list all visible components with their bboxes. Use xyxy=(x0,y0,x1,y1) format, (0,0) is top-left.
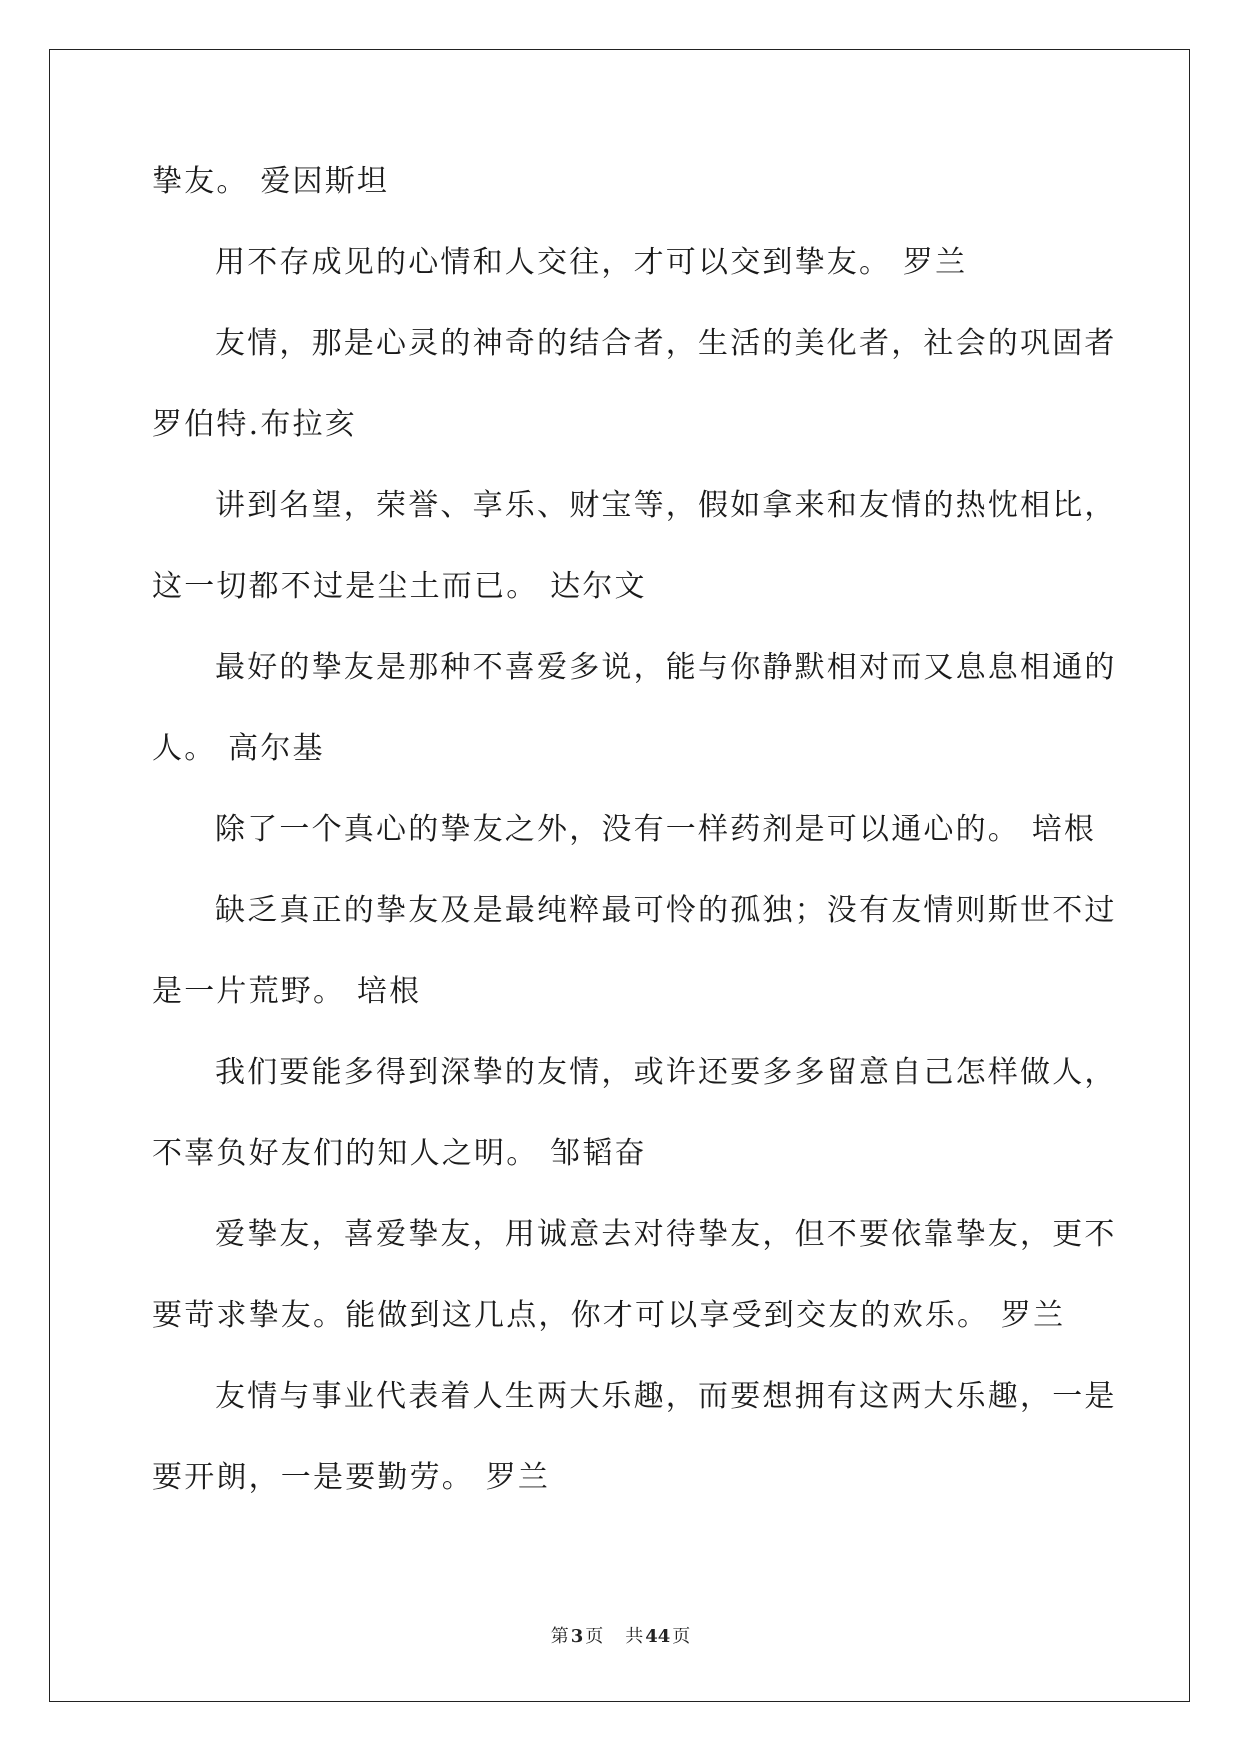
document-body xyxy=(152,162,1117,1539)
total-pages: 44 xyxy=(645,1626,671,1647)
page-number: 3 xyxy=(570,1626,584,1647)
page-footer xyxy=(0,1625,1241,1649)
text-line: 挚友。 爱因斯坦 xyxy=(152,164,390,199)
text-line: 要开朗，一是要勤劳。 罗兰 xyxy=(152,1460,551,1495)
text-line: 爱挚友，喜爱挚友，用诚意去对待挚友，但不要依靠挚友，更不 xyxy=(215,1217,1117,1252)
text-line: 友情，那是心灵的神奇的结合者，生活的美化者，社会的巩固者 xyxy=(215,326,1117,361)
text-line: 我们要能多得到深挚的友情，或许还要多多留意自己怎样做人， xyxy=(215,1055,1117,1090)
text-line: 是一片荒野。 培根 xyxy=(152,974,422,1009)
text-line: 人。 高尔基 xyxy=(152,731,325,766)
total-prefix: 共 xyxy=(625,1626,644,1647)
text-line: 要苛求挚友。能做到这几点，你才可以享受到交友的欢乐。 罗兰 xyxy=(152,1298,1066,1333)
text-line: 用不存成见的心情和人交往，才可以交到挚友。 罗兰 xyxy=(215,245,968,280)
text-line: 友情与事业代表着人生两大乐趣，而要想拥有这两大乐趣，一是 xyxy=(215,1379,1117,1414)
text-line: 最好的挚友是那种不喜爱多说，能与你静默相对而又息息相通的 xyxy=(215,650,1117,685)
text-line: 讲到名望，荣誉、享乐、财宝等，假如拿来和友情的热忱相比， xyxy=(215,488,1117,523)
page-suffix: 页 xyxy=(585,1626,604,1647)
text-line: 缺乏真正的挚友及是最纯粹最可怜的孤独；没有友情则斯世不过 xyxy=(215,893,1117,928)
text-line: 这一切都不过是尘土而已。 达尔文 xyxy=(152,569,647,604)
page-prefix: 第 xyxy=(550,1626,569,1647)
text-line: 除了一个真心的挚友之外，没有一样药剂是可以通心的。 培根 xyxy=(215,812,1097,847)
total-suffix: 页 xyxy=(672,1626,691,1647)
text-line: 不辜负好友们的知人之明。 邹韬奋 xyxy=(152,1136,647,1171)
text-line: 罗伯特.布拉亥 xyxy=(152,407,357,442)
